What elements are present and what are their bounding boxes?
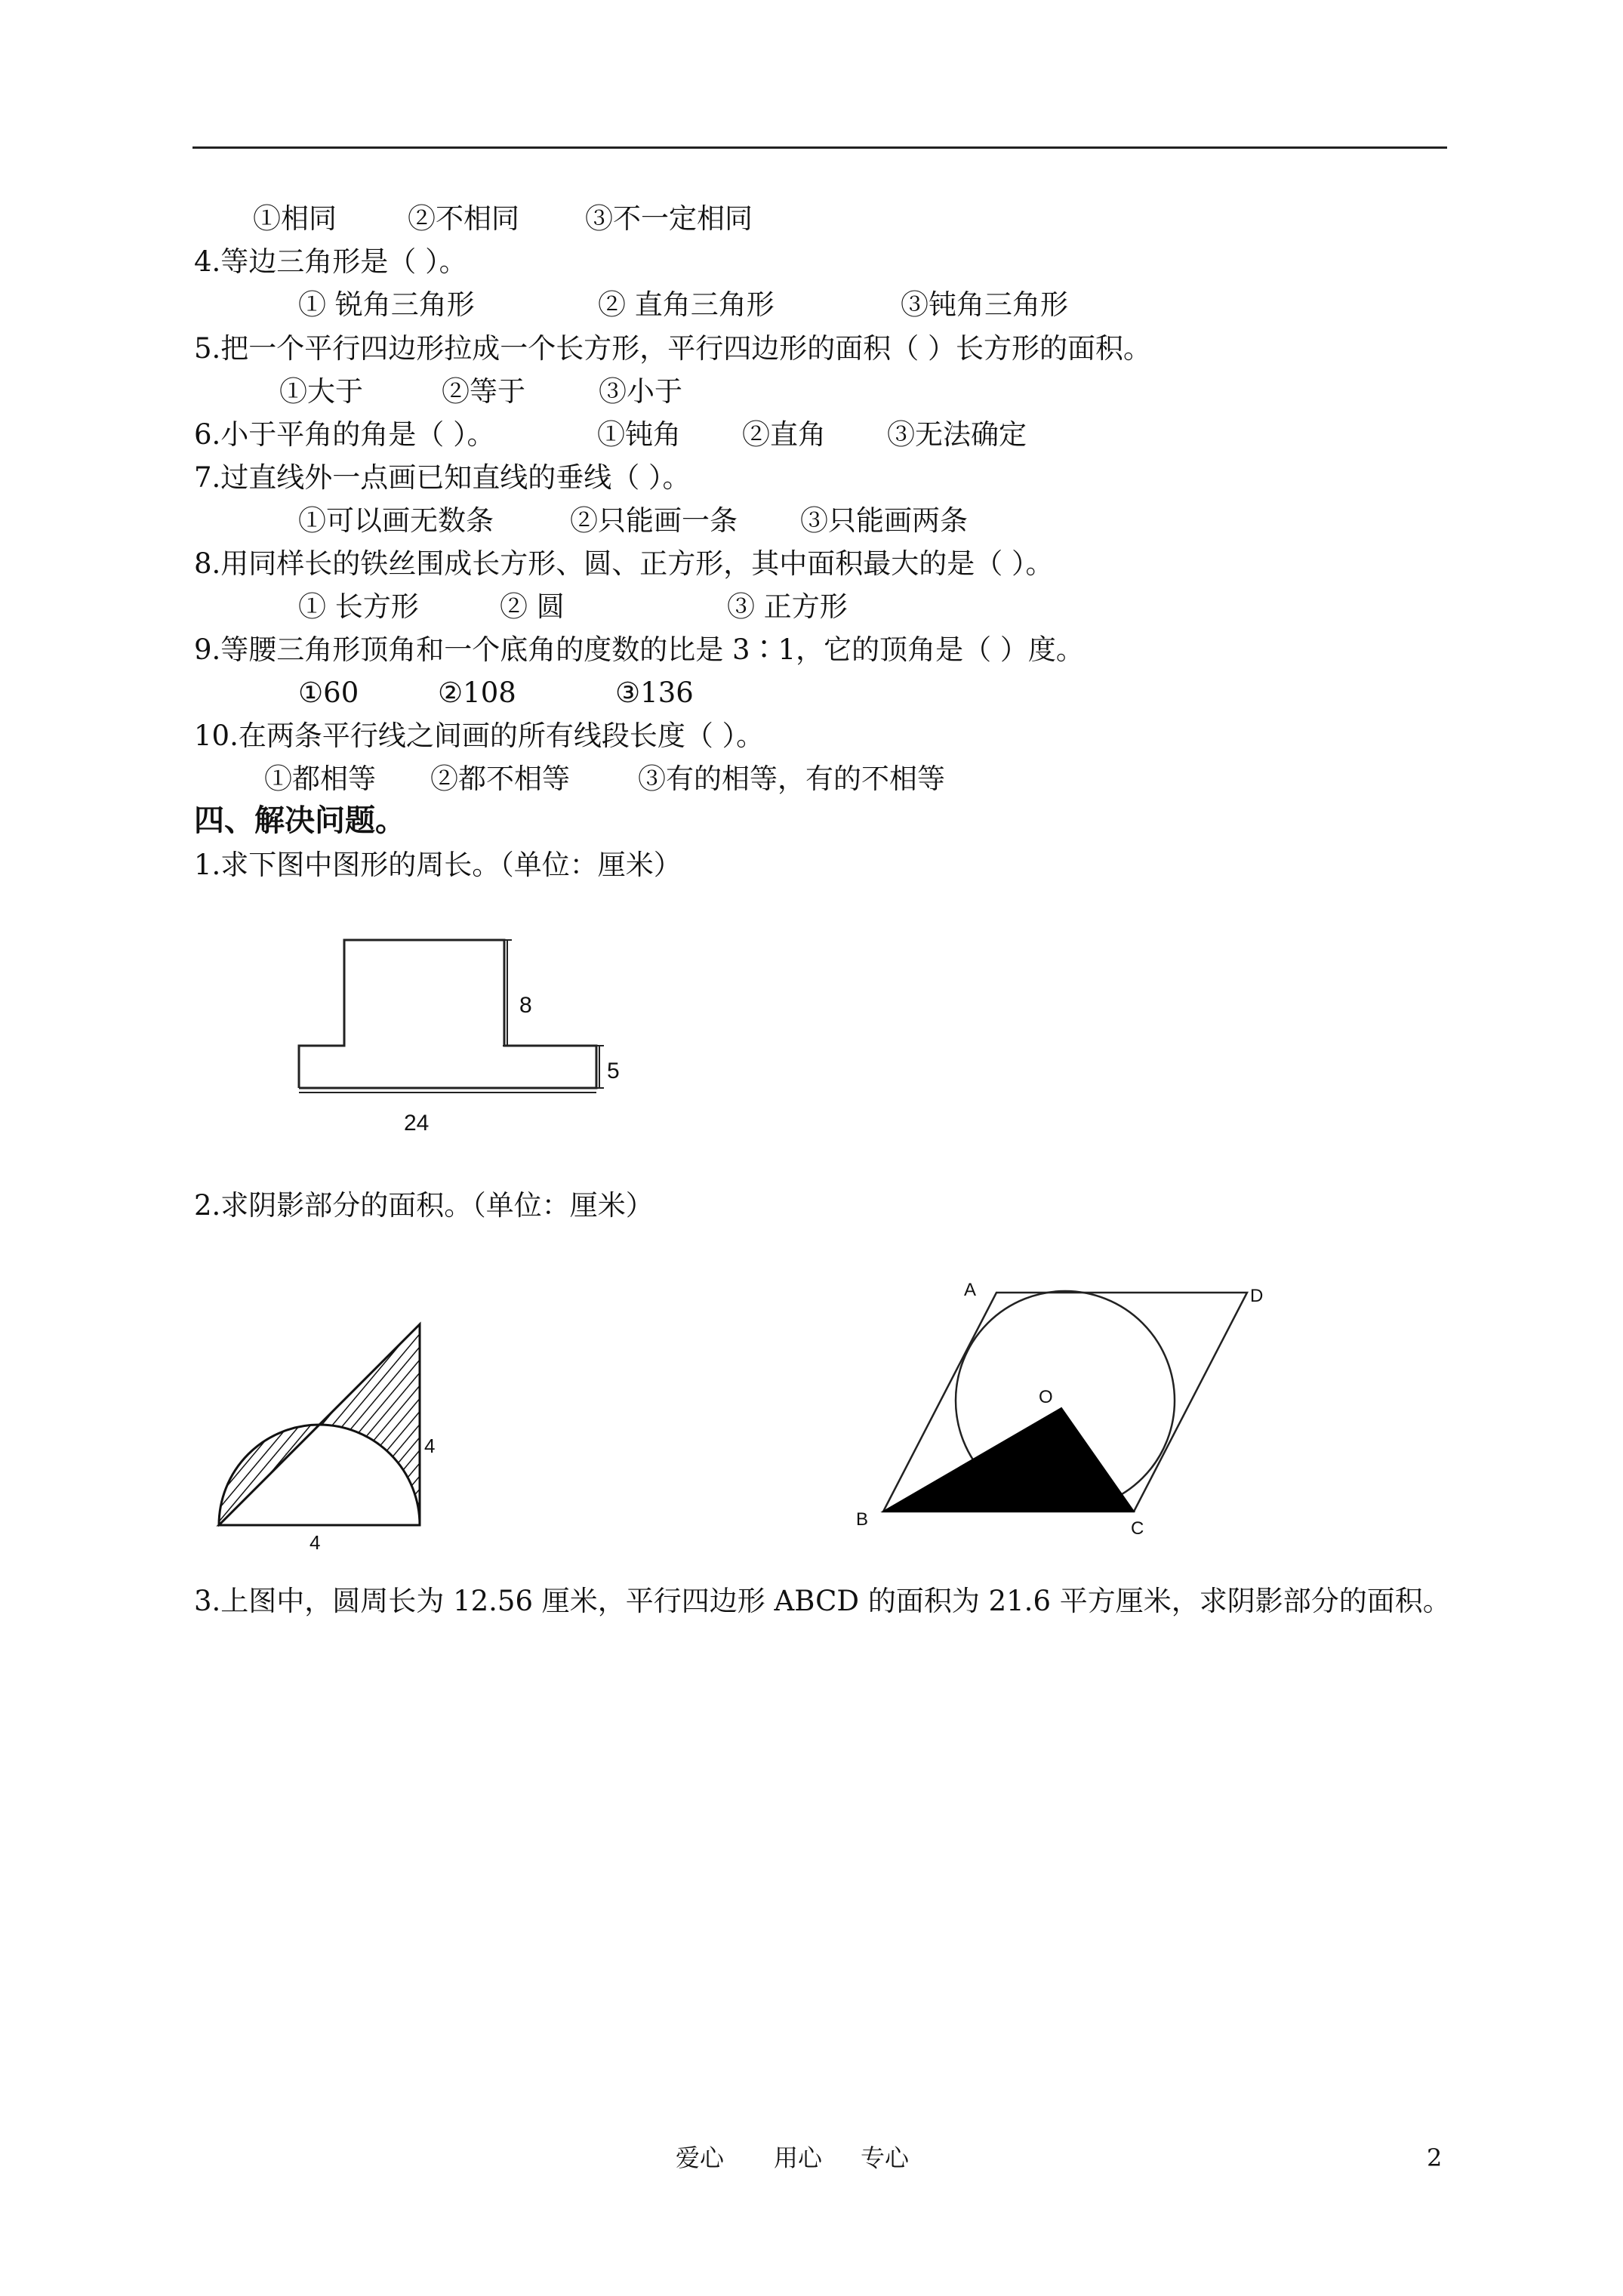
q3-option-2: ②不相同 bbox=[408, 202, 519, 235]
footer-motto-3: 专心 bbox=[861, 2143, 910, 2172]
q6-option-3: ③无法确定 bbox=[887, 418, 1027, 451]
q7-option-3: ③只能画两条 bbox=[800, 504, 968, 537]
q4-option-2: ② 直角三角形 bbox=[598, 288, 775, 321]
q5-option-2: ②等于 bbox=[442, 375, 525, 408]
q9-option-1: ①60 bbox=[298, 676, 359, 709]
q5-option-1: ①大于 bbox=[279, 375, 363, 408]
q4-text: 4.等边三角形是（ ）。 bbox=[194, 245, 467, 278]
page-number: 2 bbox=[1427, 2143, 1443, 2172]
q6-option-1: ①钝角 bbox=[597, 418, 681, 451]
label-side-4: 4 bbox=[424, 1435, 436, 1457]
shaded-triangle-obc bbox=[883, 1408, 1134, 1512]
q10-text: 10.在两条平行线之间画的所有线段长度（ ）。 bbox=[194, 720, 765, 752]
q7-text: 7.过直线外一点画已知直线的垂线（ ）。 bbox=[194, 461, 691, 494]
header-rule bbox=[192, 146, 1447, 149]
label-d: D bbox=[1250, 1286, 1264, 1306]
q9-text: 9.等腰三角形顶角和一个底角的度数的比是 3∶1，它的顶角是（ ）度。 bbox=[194, 633, 1084, 666]
problem-2-text: 2.求阴影部分的面积。（单位：厘米） bbox=[194, 1189, 654, 1222]
q6-text: 6.小于平角的角是（ ）。 bbox=[194, 418, 495, 451]
footer-motto-1: 爱心 bbox=[676, 2143, 725, 2172]
label-base-4: 4 bbox=[310, 1531, 321, 1554]
q4-option-3: ③钝角三角形 bbox=[901, 288, 1068, 321]
q7-option-1: ①可以画无数条 bbox=[298, 504, 494, 537]
q10-option-3: ③有的相等，有的不相等 bbox=[638, 763, 945, 795]
q9-option-2: ②108 bbox=[438, 676, 516, 709]
label-24: 24 bbox=[404, 1111, 430, 1136]
label-c: C bbox=[1131, 1518, 1144, 1539]
q6-option-2: ②直角 bbox=[742, 418, 826, 451]
q5-option-3: ③小于 bbox=[599, 375, 682, 408]
q8-option-2: ② 圆 bbox=[500, 590, 565, 623]
q8-option-3: ③ 正方形 bbox=[727, 590, 848, 623]
q7-option-2: ②只能画一条 bbox=[570, 504, 738, 537]
q3-option-3: ③不一定相同 bbox=[585, 202, 753, 235]
label-5: 5 bbox=[607, 1059, 620, 1083]
footer-motto-2: 用心 bbox=[774, 2143, 823, 2172]
q9-option-3: ③136 bbox=[615, 676, 694, 709]
shape-outline bbox=[299, 940, 596, 1088]
q8-text: 8.用同样长的铁丝围成长方形、圆、正方形，其中面积最大的是（ ）。 bbox=[194, 547, 1054, 580]
label-o: O bbox=[1039, 1387, 1053, 1407]
q4-option-1: ① 锐角三角形 bbox=[298, 288, 475, 321]
q8-option-1: ① 长方形 bbox=[298, 590, 419, 623]
label-8: 8 bbox=[519, 993, 532, 1018]
problem-1-text: 1.求下图中图形的周长。（单位：厘米） bbox=[194, 849, 682, 881]
figure-perimeter-shape bbox=[287, 925, 634, 1144]
figure-shaded-semicircle bbox=[204, 1306, 453, 1555]
q10-option-1: ①都相等 bbox=[264, 763, 376, 795]
q3-option-1: ①相同 bbox=[253, 202, 337, 235]
figure-parallelogram-circle bbox=[853, 1261, 1291, 1548]
q10-option-2: ②都不相等 bbox=[430, 763, 570, 795]
section-heading: 四、解决问题。 bbox=[194, 803, 405, 838]
label-a: A bbox=[964, 1280, 977, 1300]
problem-3-text: 3.上图中，圆周长为 12.56 厘米，平行四边形 ABCD 的面积为 21.6 平方厘米，求阴影部分的面积。 bbox=[194, 1585, 1451, 1617]
q5-text: 5.把一个平行四边形拉成一个长方形，平行四边形的面积（ ）长方形的面积。 bbox=[194, 332, 1152, 365]
label-b: B bbox=[856, 1509, 869, 1530]
